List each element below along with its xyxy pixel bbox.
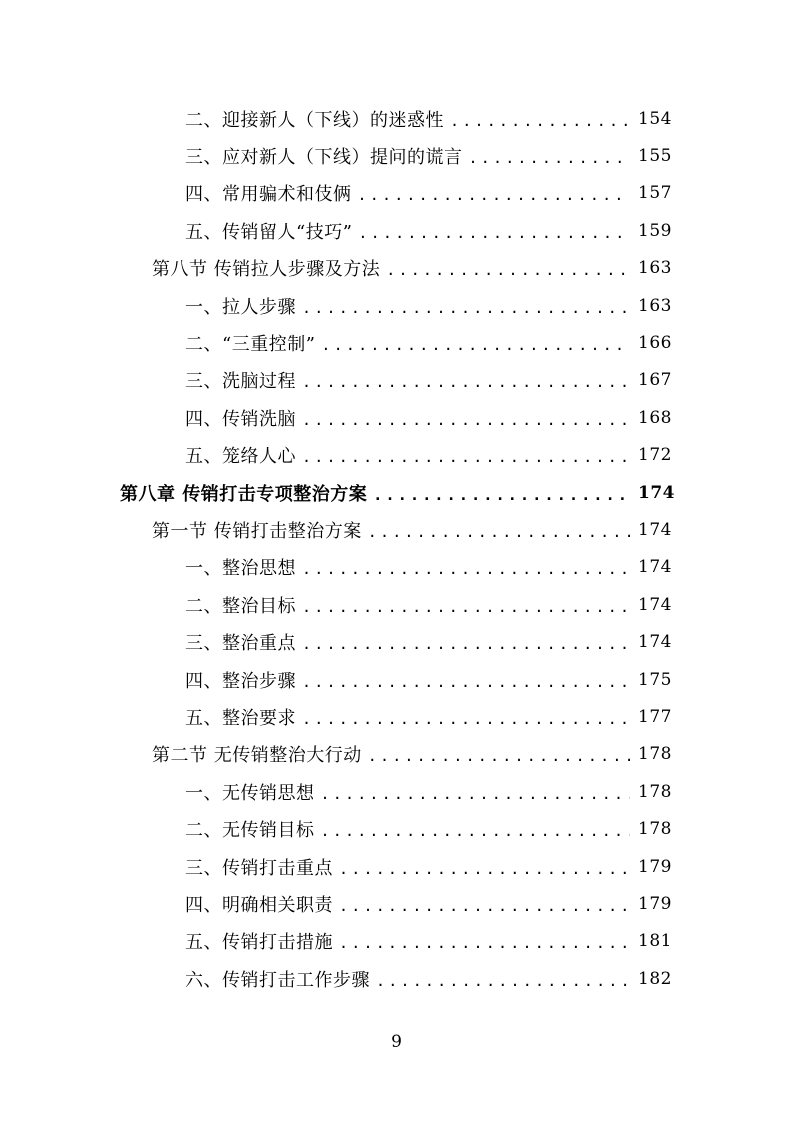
toc-entry[interactable]: [0, 100, 793, 137]
toc-entry-label: 五、传销留人“技巧”: [185, 221, 353, 243]
dot-leader: [302, 673, 630, 691]
toc-entry-label: 第八章 传销打击专项整治方案: [120, 483, 368, 505]
toc-entry-page: 167: [638, 370, 672, 391]
toc-entry-page: 157: [638, 183, 672, 204]
dot-leader: [321, 822, 631, 840]
toc-entry-page: 179: [638, 893, 672, 914]
toc-entry[interactable]: [0, 885, 793, 922]
toc-entry-label: 五、整治要求: [185, 707, 296, 729]
toc-entry[interactable]: [0, 287, 793, 324]
toc-entry-label: 三、传销打击重点: [185, 857, 333, 879]
dot-leader: [321, 336, 630, 354]
toc-entry[interactable]: [0, 848, 793, 885]
dot-leader: [302, 635, 630, 653]
toc-entry[interactable]: [0, 623, 793, 660]
toc-entry[interactable]: [0, 960, 793, 997]
toc-entry-page: 182: [638, 968, 672, 989]
dot-leader: [302, 373, 630, 391]
toc-entry-page: 174: [638, 632, 672, 653]
dot-leader: [358, 224, 630, 242]
dot-leader: [450, 112, 630, 130]
toc-entry-page: 154: [638, 108, 672, 129]
toc-entry[interactable]: [0, 212, 793, 249]
toc-entry-label: 六、传销打击工作步骤: [185, 969, 370, 991]
toc-entry-page: 166: [638, 333, 672, 354]
toc-entry-page: 181: [638, 931, 672, 952]
toc-entry-label: 第一节 传销打击整治方案: [152, 520, 362, 542]
toc-entry-label: 二、“三重控制”: [185, 334, 316, 356]
toc-chapter-entry[interactable]: [0, 474, 793, 511]
toc-entry-label: 二、无传销目标: [185, 820, 315, 842]
toc-entry[interactable]: [0, 549, 793, 586]
dot-leader: [368, 747, 630, 765]
dot-leader: [302, 598, 630, 616]
toc-entry[interactable]: [0, 586, 793, 623]
dot-leader: [376, 972, 630, 990]
dot-leader: [339, 934, 630, 952]
toc-entry[interactable]: [0, 175, 793, 212]
toc-entry-label: 四、常用骗术和伎俩: [185, 184, 352, 206]
dot-leader: [368, 523, 630, 541]
toc-entry-label: 三、整治重点: [185, 633, 296, 655]
toc-entry-page: 174: [638, 594, 672, 615]
toc-entry-page: 178: [638, 781, 672, 802]
toc-entry-label: 四、传销洗脑: [185, 408, 296, 430]
dot-leader: [302, 710, 630, 728]
dot-leader: [339, 860, 630, 878]
toc-entry-label: 三、洗脑过程: [185, 371, 296, 393]
toc-entry-label: 一、整治思想: [185, 558, 296, 580]
toc-entry[interactable]: [0, 923, 793, 960]
toc-entry-page: 155: [638, 146, 672, 167]
toc-entry-page: 174: [638, 557, 672, 578]
toc-entry[interactable]: [0, 137, 793, 174]
toc-entry-label: 二、迎接新人（下线）的迷惑性: [185, 109, 444, 131]
toc-entry-label: 第二节 无传销整治大行动: [152, 745, 362, 767]
dot-leader: [302, 560, 630, 578]
toc-entry-page: 178: [638, 744, 672, 765]
toc-entry-label: 二、整治目标: [185, 595, 296, 617]
toc-entry[interactable]: [0, 399, 793, 436]
table-of-contents: [0, 100, 793, 997]
toc-entry[interactable]: [0, 362, 793, 399]
dot-leader: [302, 299, 630, 317]
toc-entry-label: 五、笼络人心: [185, 446, 296, 468]
toc-entry-page: 177: [638, 706, 672, 727]
dot-leader: [339, 897, 630, 915]
toc-entry-label: 五、传销打击措施: [185, 932, 333, 954]
toc-entry-page: 168: [638, 407, 672, 428]
toc-entry[interactable]: [0, 698, 793, 735]
toc-entry-page: 159: [638, 220, 672, 241]
toc-entry-page: 163: [638, 258, 672, 279]
dot-leader: [302, 448, 630, 466]
toc-entry-label: 四、明确相关职责: [185, 894, 333, 916]
toc-entry-label: 一、拉人步骤: [185, 296, 296, 318]
toc-entry[interactable]: [0, 661, 793, 698]
toc-entry[interactable]: [0, 773, 793, 810]
toc-entry-label: 一、无传销思想: [185, 782, 315, 804]
dot-leader: [358, 186, 631, 204]
toc-entry-page: 178: [638, 819, 672, 840]
dot-leader: [302, 411, 630, 429]
toc-entry[interactable]: [0, 437, 793, 474]
toc-section-entry[interactable]: [0, 511, 793, 548]
toc-entry[interactable]: [0, 810, 793, 847]
dot-leader: [386, 261, 630, 279]
toc-section-entry[interactable]: [0, 736, 793, 773]
toc-entry-label: 第八节 传销拉人步骤及方法: [152, 259, 381, 281]
toc-section-entry[interactable]: [0, 250, 793, 287]
dot-leader: [373, 486, 630, 504]
toc-entry-page: 175: [638, 669, 672, 690]
toc-entry[interactable]: [0, 324, 793, 361]
toc-entry-label: 四、整治步骤: [185, 670, 296, 692]
toc-entry-page: 163: [638, 295, 672, 316]
dot-leader: [321, 785, 631, 803]
toc-entry-page: 179: [638, 856, 672, 877]
toc-entry-label: 三、应对新人（下线）提问的谎言: [185, 147, 463, 169]
dot-leader: [469, 149, 631, 167]
toc-entry-page: 174: [638, 519, 672, 540]
toc-entry-page: 174: [638, 482, 675, 503]
page-number: 9: [391, 1032, 402, 1052]
toc-entry-page: 172: [638, 445, 672, 466]
